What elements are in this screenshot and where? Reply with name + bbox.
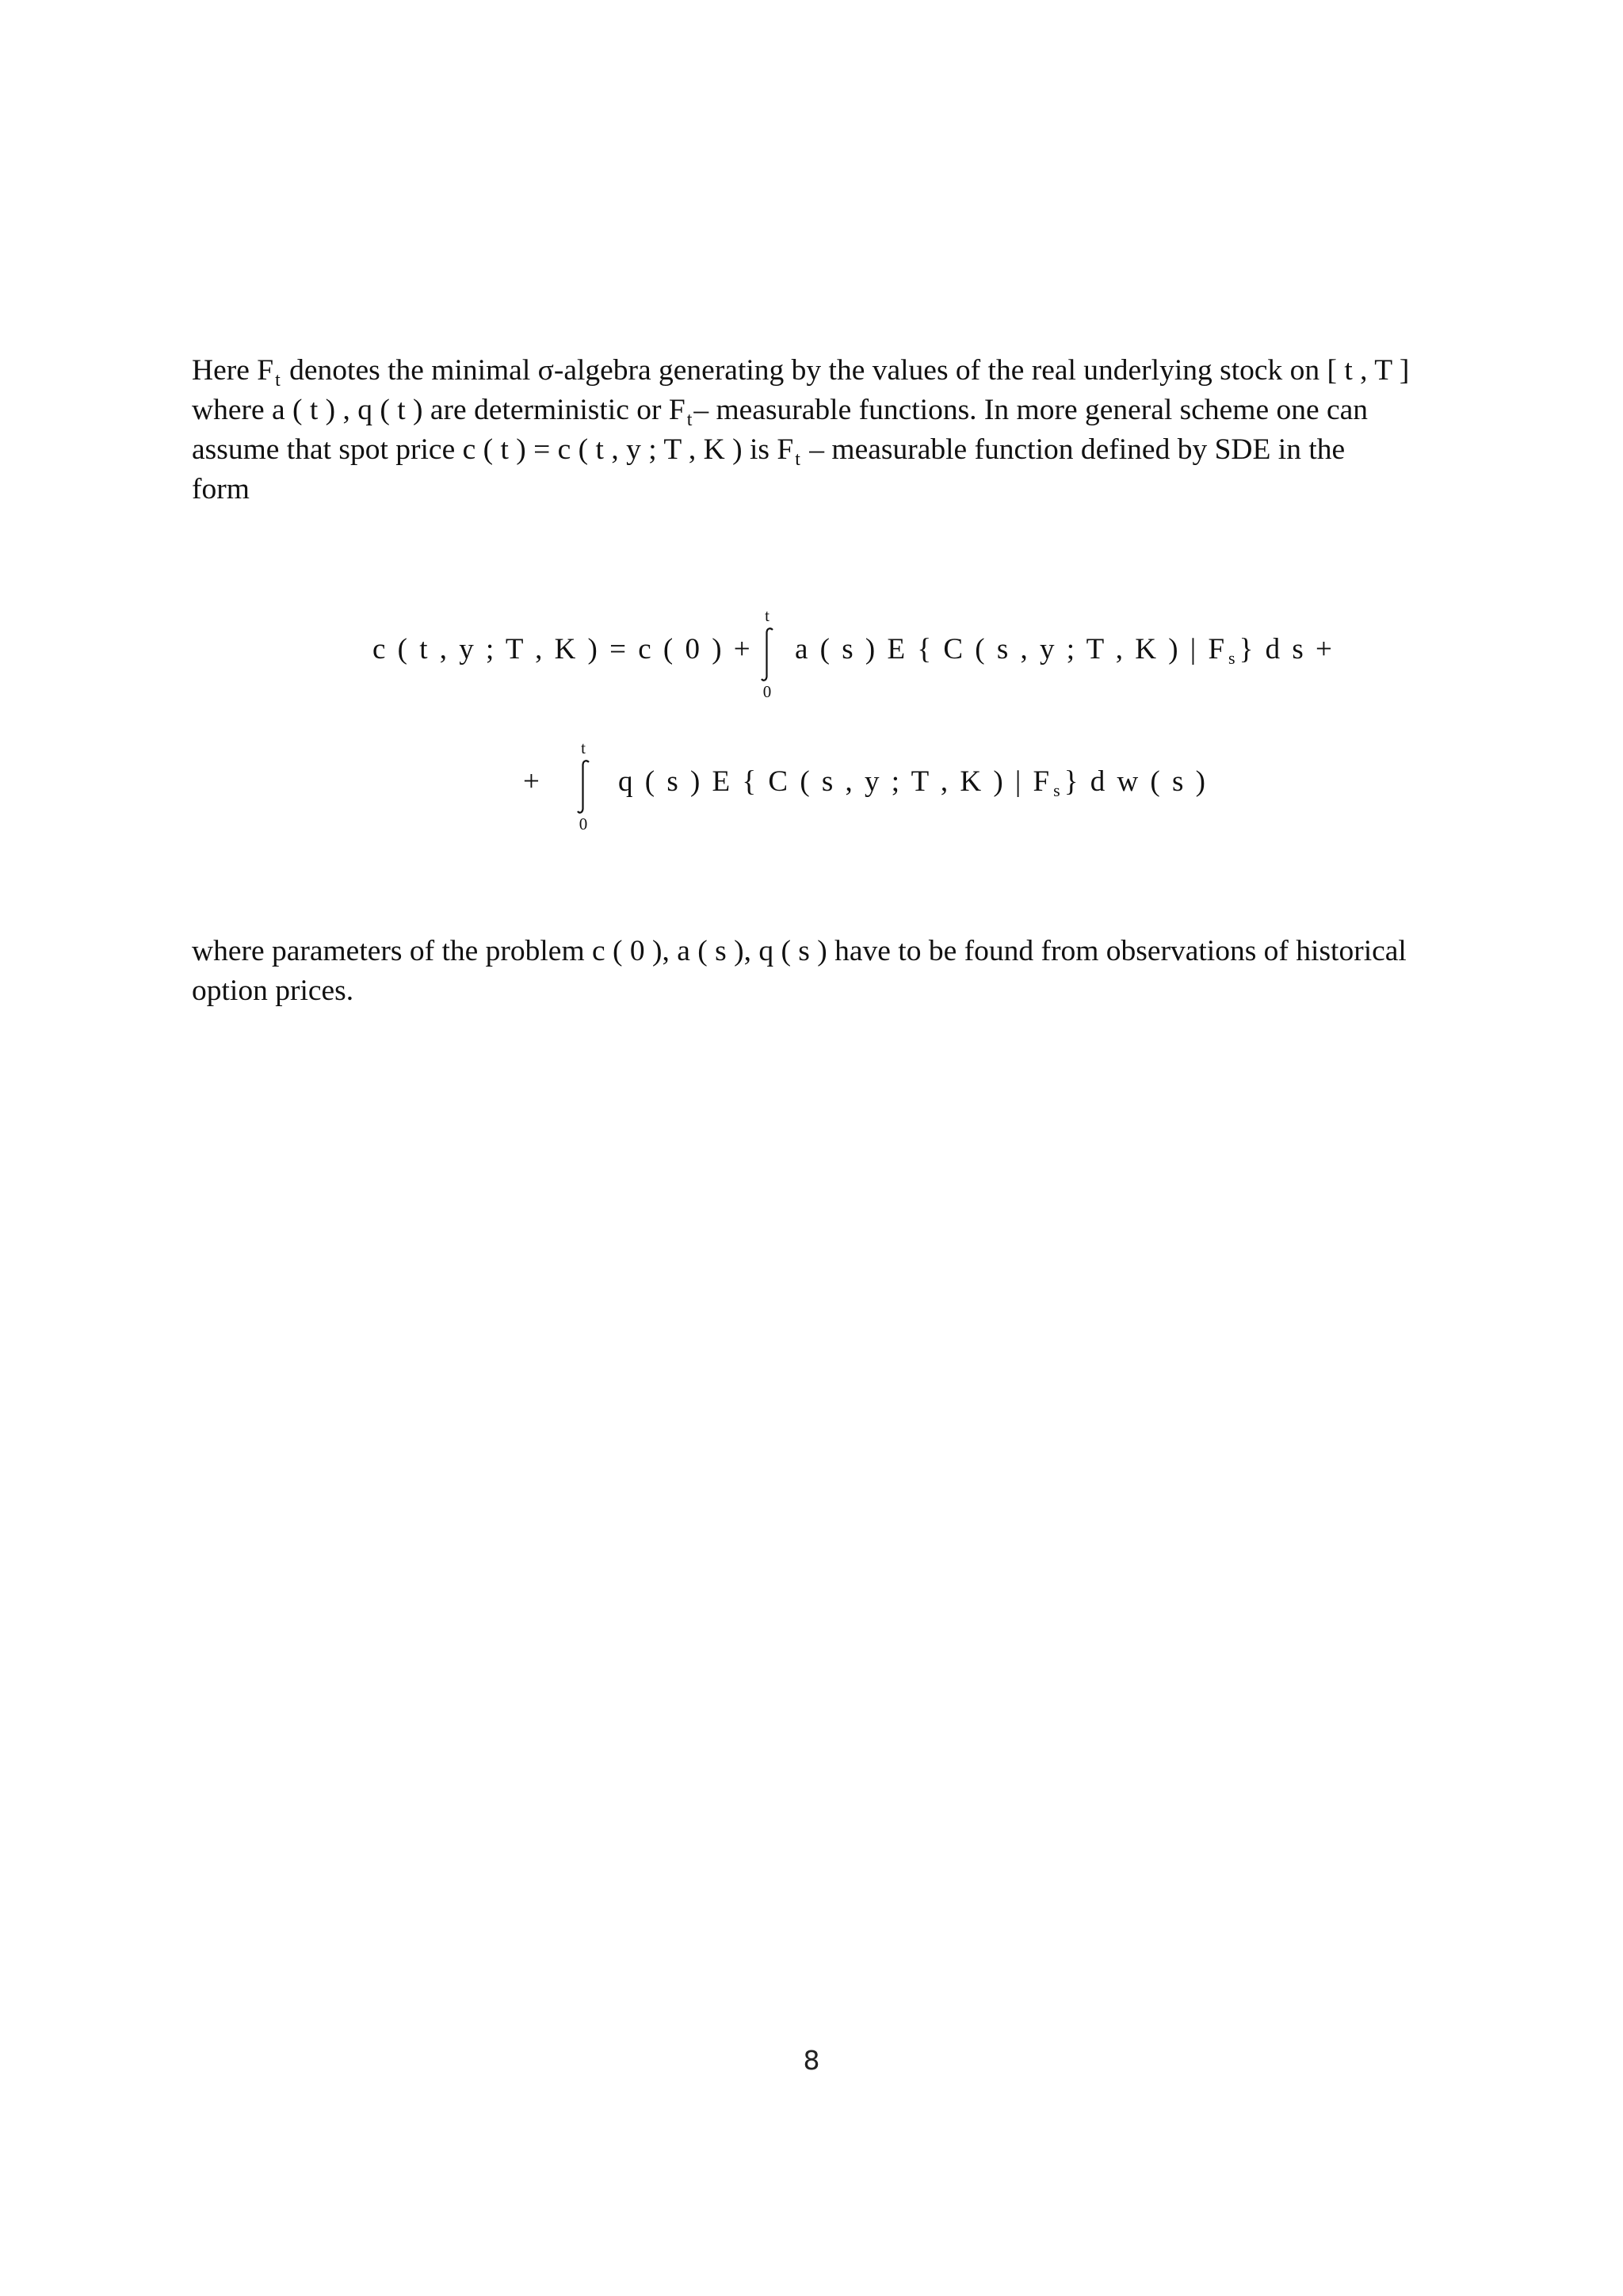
equation-plus: + <box>523 765 542 798</box>
integral-icon <box>574 759 593 814</box>
text-run: } d w ( s ) <box>1064 765 1208 798</box>
page-number: 8 <box>803 2045 820 2076</box>
text-run: assume that spot price c ( t ) = c ( t , y ; T , K ) is F <box>192 433 794 466</box>
subscript: s <box>1053 780 1063 800</box>
subscript: t <box>795 449 800 470</box>
paragraph-line <box>192 351 1428 391</box>
integral-sign <box>751 606 783 701</box>
intro-paragraph <box>192 351 1428 509</box>
conclusion-paragraph <box>192 932 1428 1011</box>
paragraph-line: option prices. <box>192 974 354 1007</box>
text-run: – measurable functions. In more general scheme one can <box>693 394 1369 426</box>
text-run: } d s + <box>1239 633 1335 666</box>
text-run: denotes the minimal σ-algebra generating by the values of the real underlying stock on [ t , T ] <box>281 354 1410 387</box>
text-run: Here F <box>192 354 274 387</box>
subscript: s <box>1228 648 1238 668</box>
integral-icon <box>758 627 777 682</box>
integral-lower-limit: 0 <box>579 814 588 833</box>
integral-sign <box>567 738 599 833</box>
text-run: a ( s ) E { C ( s , y ; T , K ) | F <box>795 633 1228 666</box>
paragraph-line: form <box>192 473 250 505</box>
subscript: t <box>275 370 281 391</box>
equation-lhs: c ( t , y ; T , K ) = c ( 0 ) + <box>372 633 753 666</box>
paragraph-line <box>192 391 1428 430</box>
equation-integrand <box>795 632 1335 666</box>
paragraph-line <box>192 430 1428 470</box>
text-run: where a ( t ) , q ( t ) are deterministic or F <box>192 394 685 426</box>
integral-upper-limit: t <box>765 606 769 625</box>
text-run: q ( s ) E { C ( s , y ; T , K ) | F <box>618 765 1052 798</box>
integral-upper-limit: t <box>581 738 586 757</box>
paragraph-line: where parameters of the problem c ( 0 ), a ( s ), q ( s ) have to be found from observations of historical <box>192 935 1407 967</box>
equation-integrand <box>618 765 1208 799</box>
integral-lower-limit: 0 <box>762 682 772 701</box>
text-run: – measurable function defined by SDE in the <box>801 433 1346 466</box>
subscript: t <box>686 410 693 430</box>
